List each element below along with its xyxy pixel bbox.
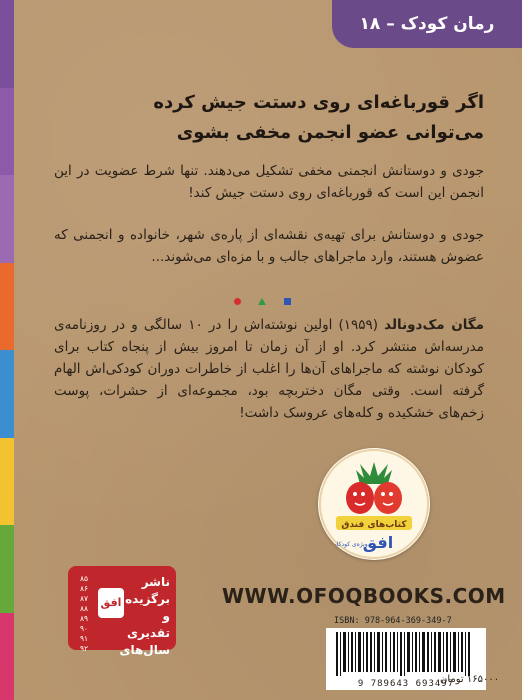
series-label: رمان کودک – ۱۸ xyxy=(332,0,522,48)
headline xyxy=(44,88,484,148)
barcode-number: 9 789643 693497 xyxy=(357,679,455,689)
blurb-paragraph-2: جودی و دوستانش برای تهیه‌ی نقشه‌ای از پاره‌ی شهر، خانواده و انجمنی که عضوش هستند، وارد ماجراهای جالب و با مزه‌ای می‌شوند... xyxy=(54,227,484,265)
award-year: ۹۰ xyxy=(79,624,89,633)
award-year: ۹۲ xyxy=(79,644,89,653)
strawberry-icon xyxy=(318,448,430,560)
award-years xyxy=(73,574,95,654)
red-circle-icon xyxy=(234,298,241,305)
award-year: ۸۷ xyxy=(79,594,89,603)
award-text-line: و تقدیری xyxy=(126,609,170,640)
spine-color-strip xyxy=(0,0,14,700)
headline-line-1: اگر قورباغه‌ای روی دستت جیش کرده xyxy=(153,92,484,113)
award-text-line: ناشر xyxy=(141,575,170,589)
award-text-line: برگزیده xyxy=(125,592,170,606)
award-year: ۹۱ xyxy=(79,634,89,643)
award-text-line: سال‌های xyxy=(119,643,170,657)
headline-line-2: می‌توانی عضو انجمن مخفی بشوی xyxy=(176,122,484,143)
award-text xyxy=(119,574,170,659)
logo-text: کتاب‌های فندق xyxy=(341,520,407,530)
author-name: مگان مک‌دونالد xyxy=(384,317,484,333)
blurb-paragraph-1: جودی و دوستانش انجمنی مخفی تشکیل می‌دهند. تنها شرط عضویت در این انجمن این است که قورباغه‌ای روی دستت جیش کند! xyxy=(54,163,484,201)
ofoq-logo: افق xyxy=(98,588,124,618)
about-author xyxy=(54,314,484,424)
logo-brand: افق xyxy=(362,533,394,552)
author-bio: (۱۹۵۹) اولین نوشته‌اش را در ۱۰ سالگی و در روزنامه‌ی مدرسه‌اش منتشر کرد. او از آن زمان تا امروز بیش از پنجاه کتاب برای کودکان نوشته که ماجراهای آن‌ها را اغلب از خاطرات دوران کودکی‌اش الهام گرفته است. وقتی مگان دختربچه بود، مجموعه‌ای از حشرات، پوست زخم‌های خشکیده و کله‌های عروسک داشت! xyxy=(54,317,484,421)
award-year: ۸۵ xyxy=(79,574,89,583)
green-triangle-icon xyxy=(258,298,266,305)
award-badge xyxy=(68,566,176,657)
barcode-bars xyxy=(326,628,486,678)
isbn: ISBN: 978-964-369-349-7 xyxy=(334,616,452,626)
award-year: ۸۸ xyxy=(79,604,89,613)
price: ۱۶۵۰۰۰ تومان xyxy=(440,674,500,685)
award-year: ۸۹ xyxy=(79,614,89,623)
award-year: ۸۶ xyxy=(79,584,89,593)
logo-sub: ویژه‌ی کودکان xyxy=(332,541,368,548)
separator-shapes xyxy=(230,296,300,308)
publisher-series-logo xyxy=(318,448,430,560)
website-url: WWW.OFOQBOOKS.COM xyxy=(222,584,506,608)
blue-square-icon xyxy=(284,298,291,305)
